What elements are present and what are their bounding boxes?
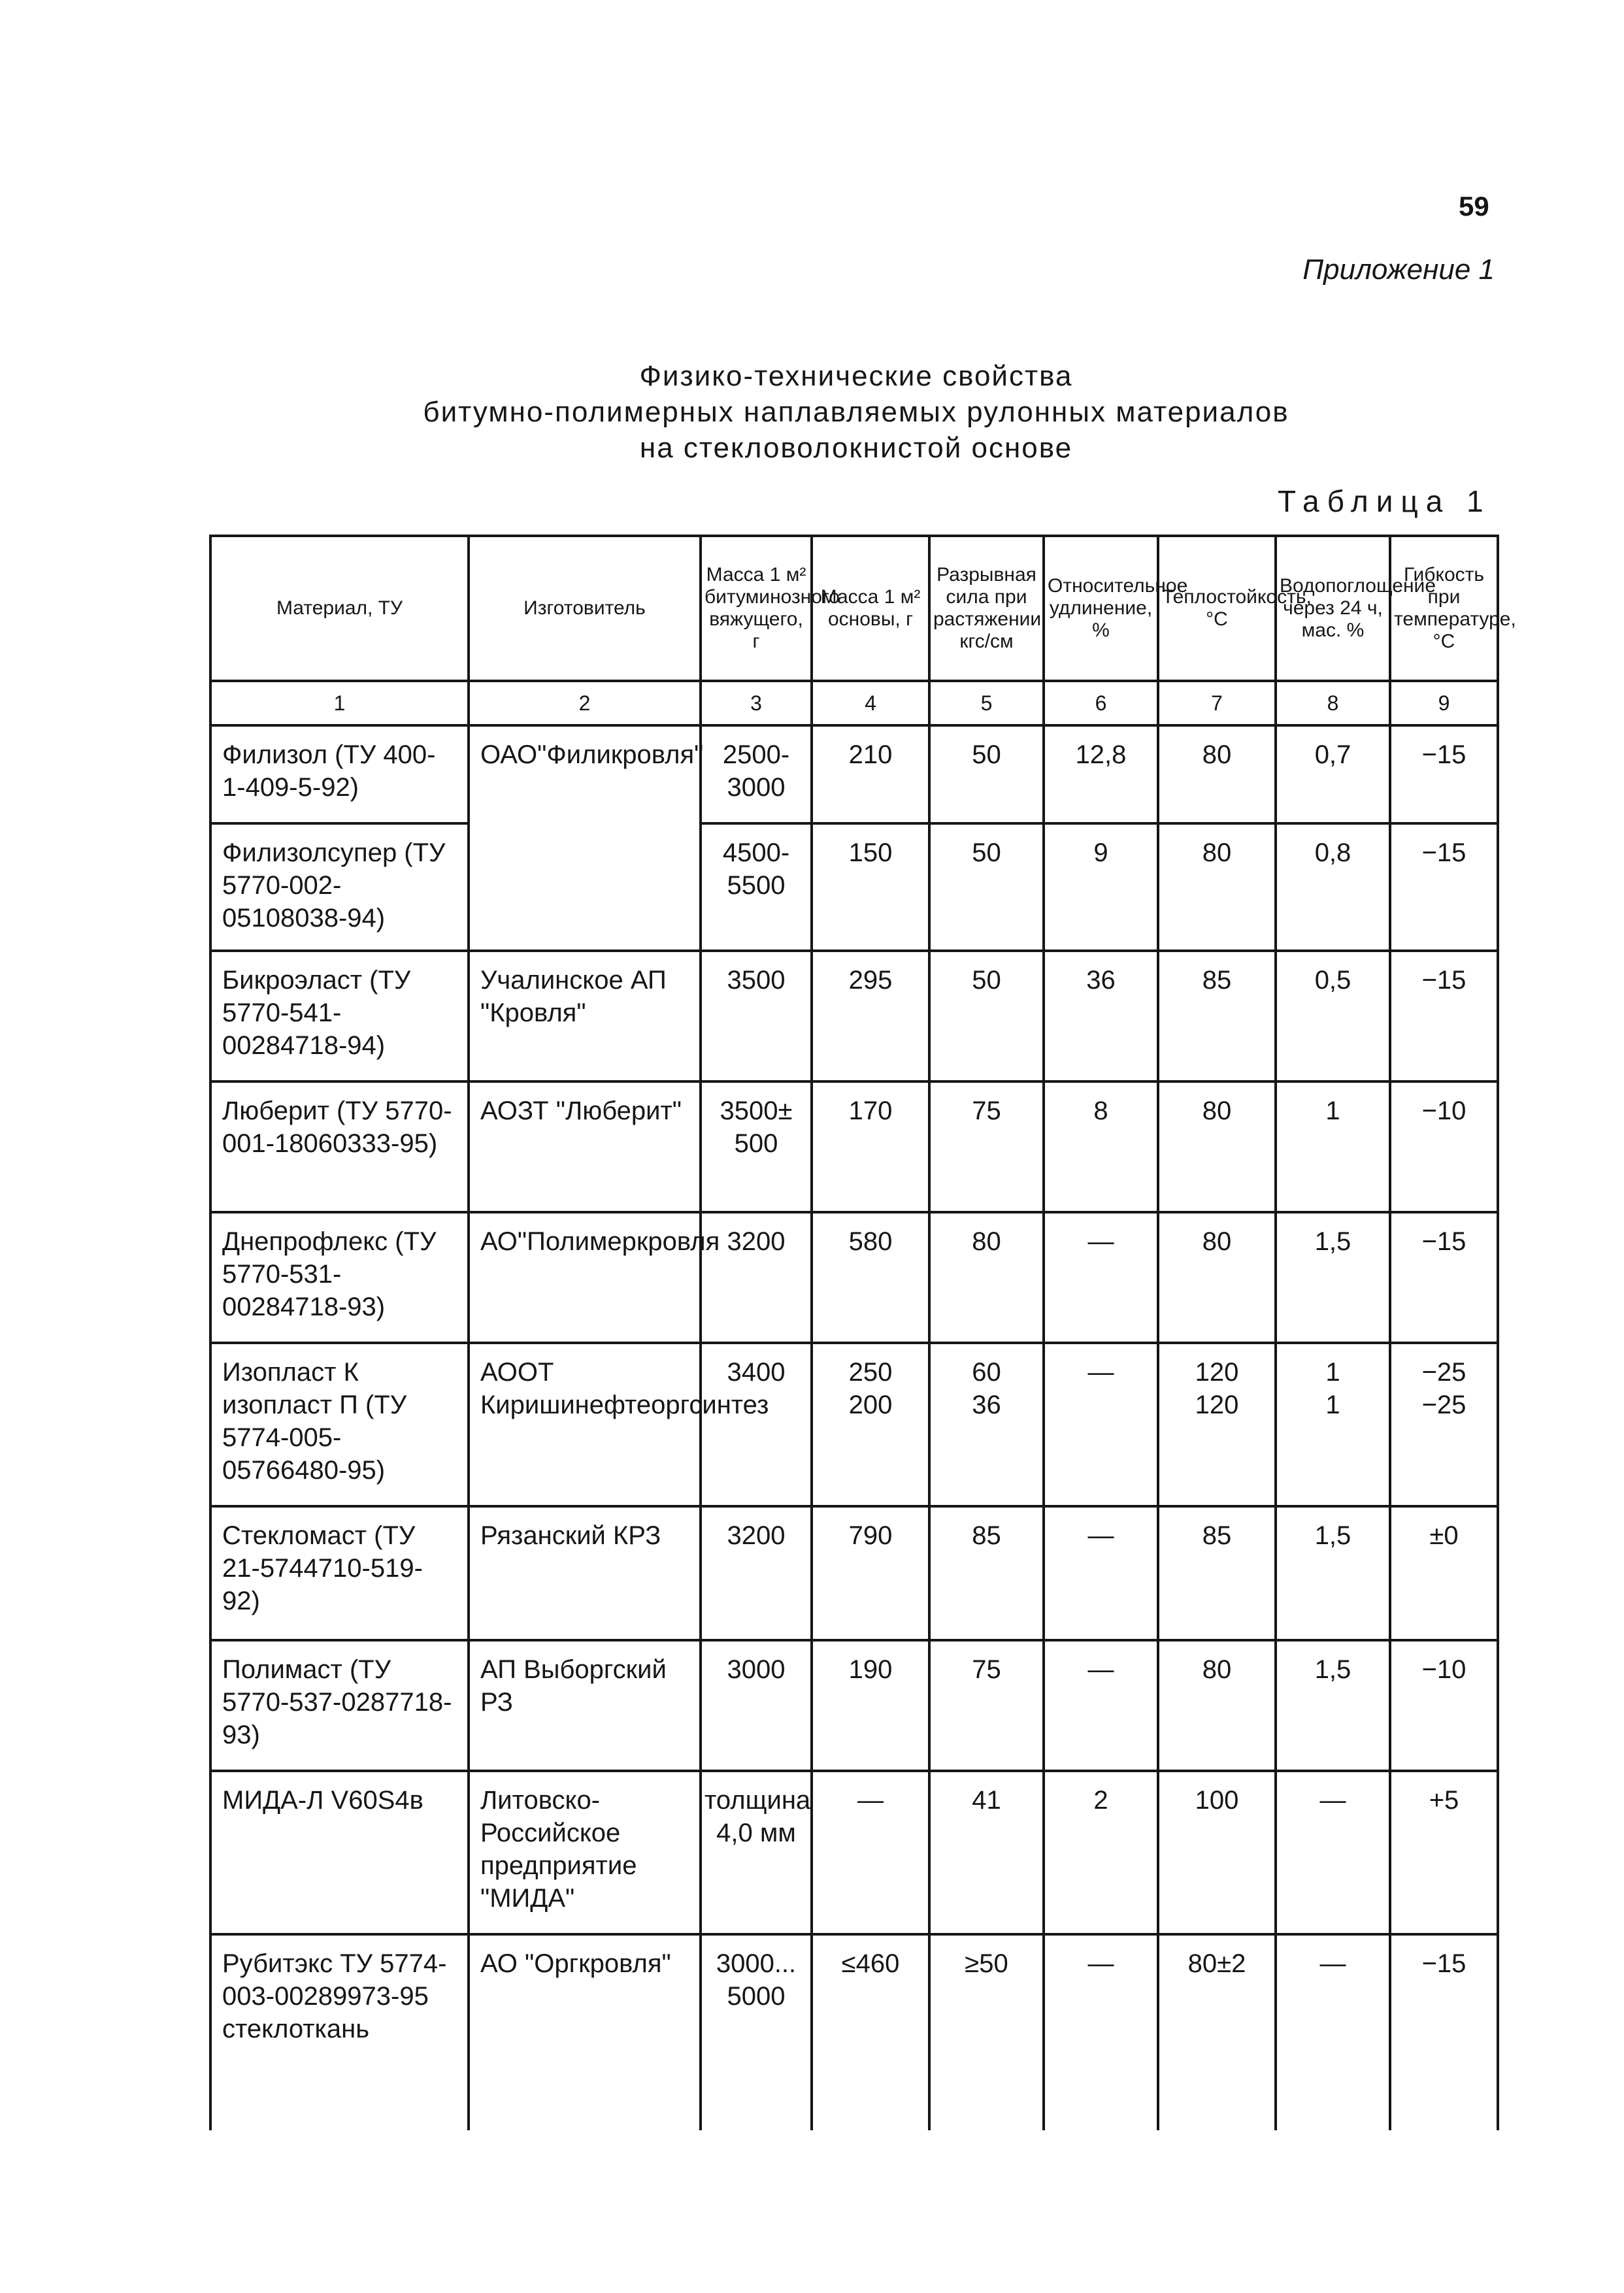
value-cell: 190 bbox=[812, 1640, 929, 1771]
material-cell: Филизолсупер (ТУ 5770-002-05108038-94) bbox=[210, 823, 469, 951]
value-cell: 1 bbox=[1276, 1081, 1390, 1212]
table-row bbox=[210, 1212, 1498, 1343]
table-row bbox=[210, 1081, 1498, 1212]
value-cell: 3000... 5000 bbox=[701, 1934, 812, 2130]
value-cell: 100 bbox=[1158, 1771, 1276, 1934]
document-title-line-3: на стекловолокнистой основе bbox=[639, 432, 1073, 464]
value-cell: 150 bbox=[812, 823, 929, 951]
value-cell: 120 120 bbox=[1158, 1343, 1276, 1506]
value-cell: 80 bbox=[1158, 823, 1276, 951]
table-row bbox=[210, 1343, 1498, 1506]
properties-table bbox=[209, 535, 1516, 2130]
value-cell: 1,5 bbox=[1276, 1506, 1390, 1640]
document-title-line-2: битумно-полимерных наплавляемых рулонных материалов bbox=[423, 396, 1289, 428]
value-cell: — bbox=[1044, 1212, 1158, 1343]
value-cell: 3500± 500 bbox=[701, 1081, 812, 1212]
value-cell: 0,7 bbox=[1276, 725, 1390, 823]
table-row bbox=[210, 1934, 1498, 2130]
value-cell: — bbox=[1044, 1343, 1158, 1506]
column-number: 4 bbox=[812, 681, 929, 725]
value-cell: 8 bbox=[1044, 1081, 1158, 1212]
value-cell: −10 bbox=[1390, 1640, 1498, 1771]
value-cell: −15 bbox=[1390, 823, 1498, 951]
value-cell: — bbox=[1044, 1640, 1158, 1771]
value-cell: 80 bbox=[1158, 1640, 1276, 1771]
manufacturer-cell: АП Выборгский РЗ bbox=[469, 1640, 701, 1771]
material-cell: Бикроэласт (ТУ 5770-541-00284718-94) bbox=[210, 951, 469, 1081]
manufacturer-cell: Литовско-Российское предприятие "МИДА" bbox=[469, 1771, 701, 1934]
appendix-label: Приложение 1 bbox=[1302, 254, 1495, 286]
manufacturer-cell: АО"Полимеркровля bbox=[469, 1212, 701, 1343]
material-cell: МИДА-Л V60S4в bbox=[210, 1771, 469, 1934]
value-cell: 210 bbox=[812, 725, 929, 823]
column-header-elongation: Относительное удлинение, % bbox=[1044, 536, 1158, 681]
value-cell: 80 bbox=[1158, 1081, 1276, 1212]
manufacturer-cell: АО "Оргкровля" bbox=[469, 1934, 701, 2130]
value-cell: −15 bbox=[1390, 951, 1498, 1081]
material-cell: Филизол (ТУ 400-1-409-5-92) bbox=[210, 725, 469, 823]
material-cell: Полимаст (ТУ 5770-537-0287718-93) bbox=[210, 1640, 469, 1771]
value-cell: 50 bbox=[929, 951, 1044, 1081]
value-cell: 50 bbox=[929, 823, 1044, 951]
material-cell: Изопласт К изопласт П (ТУ 5774-005-05766480-95) bbox=[210, 1343, 469, 1506]
value-cell: 50 bbox=[929, 725, 1044, 823]
value-cell: — bbox=[812, 1771, 929, 1934]
table-row bbox=[210, 725, 1498, 823]
manufacturer-cell: АОЗТ "Люберит" bbox=[469, 1081, 701, 1212]
column-header-water-absorption: Водопоглощение через 24 ч, мас. % bbox=[1276, 536, 1390, 681]
value-cell: 1,5 bbox=[1276, 1640, 1390, 1771]
value-cell: — bbox=[1044, 1506, 1158, 1640]
column-number: 2 bbox=[469, 681, 701, 725]
material-cell: Стекломаст (ТУ 21-5744710-519-92) bbox=[210, 1506, 469, 1640]
value-cell: 2 bbox=[1044, 1771, 1158, 1934]
value-cell: 3500 bbox=[701, 951, 812, 1081]
value-cell: 41 bbox=[929, 1771, 1044, 1934]
value-cell: 250 200 bbox=[812, 1343, 929, 1506]
value-cell: 3000 bbox=[701, 1640, 812, 1771]
value-cell: толщина 4,0 мм bbox=[701, 1771, 812, 1934]
value-cell: +5 bbox=[1390, 1771, 1498, 1934]
value-cell: 4500-5500 bbox=[701, 823, 812, 951]
value-cell: −25 −25 bbox=[1390, 1343, 1498, 1506]
value-cell: 3200 bbox=[701, 1506, 812, 1640]
column-number: 6 bbox=[1044, 681, 1158, 725]
value-cell: 0,8 bbox=[1276, 823, 1390, 951]
value-cell: 0,5 bbox=[1276, 951, 1390, 1081]
value-cell: 80 bbox=[1158, 725, 1276, 823]
manufacturer-cell: АООТ Киришинефтеоргсинтез bbox=[469, 1343, 701, 1506]
column-header-heat-resistance: Теплостойкость, °С bbox=[1158, 536, 1276, 681]
document-title-line-1: Физико-технические свойства bbox=[639, 360, 1073, 392]
value-cell: — bbox=[1276, 1934, 1390, 2130]
value-cell: 36 bbox=[1044, 951, 1158, 1081]
column-header-material: Материал, ТУ bbox=[210, 536, 469, 681]
table-row bbox=[210, 1506, 1498, 1640]
value-cell: 85 bbox=[1158, 1506, 1276, 1640]
value-cell: −15 bbox=[1390, 1934, 1498, 2130]
value-cell: 75 bbox=[929, 1081, 1044, 1212]
column-header-binder-mass: Масса 1 м² битуминозного вяжущего, г bbox=[701, 536, 812, 681]
table-row bbox=[210, 1640, 1498, 1771]
material-cell: Днепрофлекс (ТУ 5770-531-00284718-93) bbox=[210, 1212, 469, 1343]
value-cell: — bbox=[1276, 1771, 1390, 1934]
value-cell: 80 bbox=[1158, 1212, 1276, 1343]
value-cell: 9 bbox=[1044, 823, 1158, 951]
table-header-row bbox=[210, 536, 1498, 681]
value-cell: 1,5 bbox=[1276, 1212, 1390, 1343]
value-cell: 580 bbox=[812, 1212, 929, 1343]
manufacturer-cell: Учалинское АП "Кровля" bbox=[469, 951, 701, 1081]
material-cell: Люберит (ТУ 5770-001-18060333-95) bbox=[210, 1081, 469, 1212]
manufacturer-cell: Рязанский КРЗ bbox=[469, 1506, 701, 1640]
value-cell: −15 bbox=[1390, 1212, 1498, 1343]
column-number: 7 bbox=[1158, 681, 1276, 725]
column-header-flexibility: Гибкость при температуре, °С bbox=[1390, 536, 1498, 681]
value-cell: 80±2 bbox=[1158, 1934, 1276, 2130]
value-cell: 80 bbox=[929, 1212, 1044, 1343]
value-cell: 85 bbox=[1158, 951, 1276, 1081]
column-number: 3 bbox=[701, 681, 812, 725]
page-number: 59 bbox=[1459, 191, 1489, 222]
value-cell: 170 bbox=[812, 1081, 929, 1212]
value-cell: 3400 bbox=[701, 1343, 812, 1506]
value-cell: — bbox=[1044, 1934, 1158, 2130]
value-cell: 295 bbox=[812, 951, 929, 1081]
value-cell: 790 bbox=[812, 1506, 929, 1640]
value-cell: 2500-3000 bbox=[701, 725, 812, 823]
manufacturer-cell: ОАО"Филикровля" bbox=[469, 725, 701, 951]
table-row bbox=[210, 823, 1498, 951]
column-header-base-mass: Масса 1 м² основы, г bbox=[812, 536, 929, 681]
value-cell: ≤460 bbox=[812, 1934, 929, 2130]
table-row bbox=[210, 951, 1498, 1081]
value-cell: −10 bbox=[1390, 1081, 1498, 1212]
column-number: 1 bbox=[210, 681, 469, 725]
column-number: 8 bbox=[1276, 681, 1390, 725]
column-header-manufacturer: Изготовитель bbox=[469, 536, 701, 681]
column-header-tensile-force: Разрывная сила при растяжении, кгс/см bbox=[929, 536, 1044, 681]
value-cell: ±0 bbox=[1390, 1506, 1498, 1640]
value-cell: 85 bbox=[929, 1506, 1044, 1640]
table-caption: Таблица 1 bbox=[1278, 484, 1491, 518]
column-number: 9 bbox=[1390, 681, 1498, 725]
value-cell: 1 1 bbox=[1276, 1343, 1390, 1506]
table-row bbox=[210, 1771, 1498, 1934]
value-cell: 12,8 bbox=[1044, 725, 1158, 823]
value-cell: 60 36 bbox=[929, 1343, 1044, 1506]
value-cell: 3200 bbox=[701, 1212, 812, 1343]
material-cell: Рубитэкс ТУ 5774-003-00289973-95 стеклоткань bbox=[210, 1934, 469, 2130]
column-number: 5 bbox=[929, 681, 1044, 725]
value-cell: 75 bbox=[929, 1640, 1044, 1771]
value-cell: ≥50 bbox=[929, 1934, 1044, 2130]
value-cell: −15 bbox=[1390, 725, 1498, 823]
column-number-row bbox=[210, 681, 1498, 725]
